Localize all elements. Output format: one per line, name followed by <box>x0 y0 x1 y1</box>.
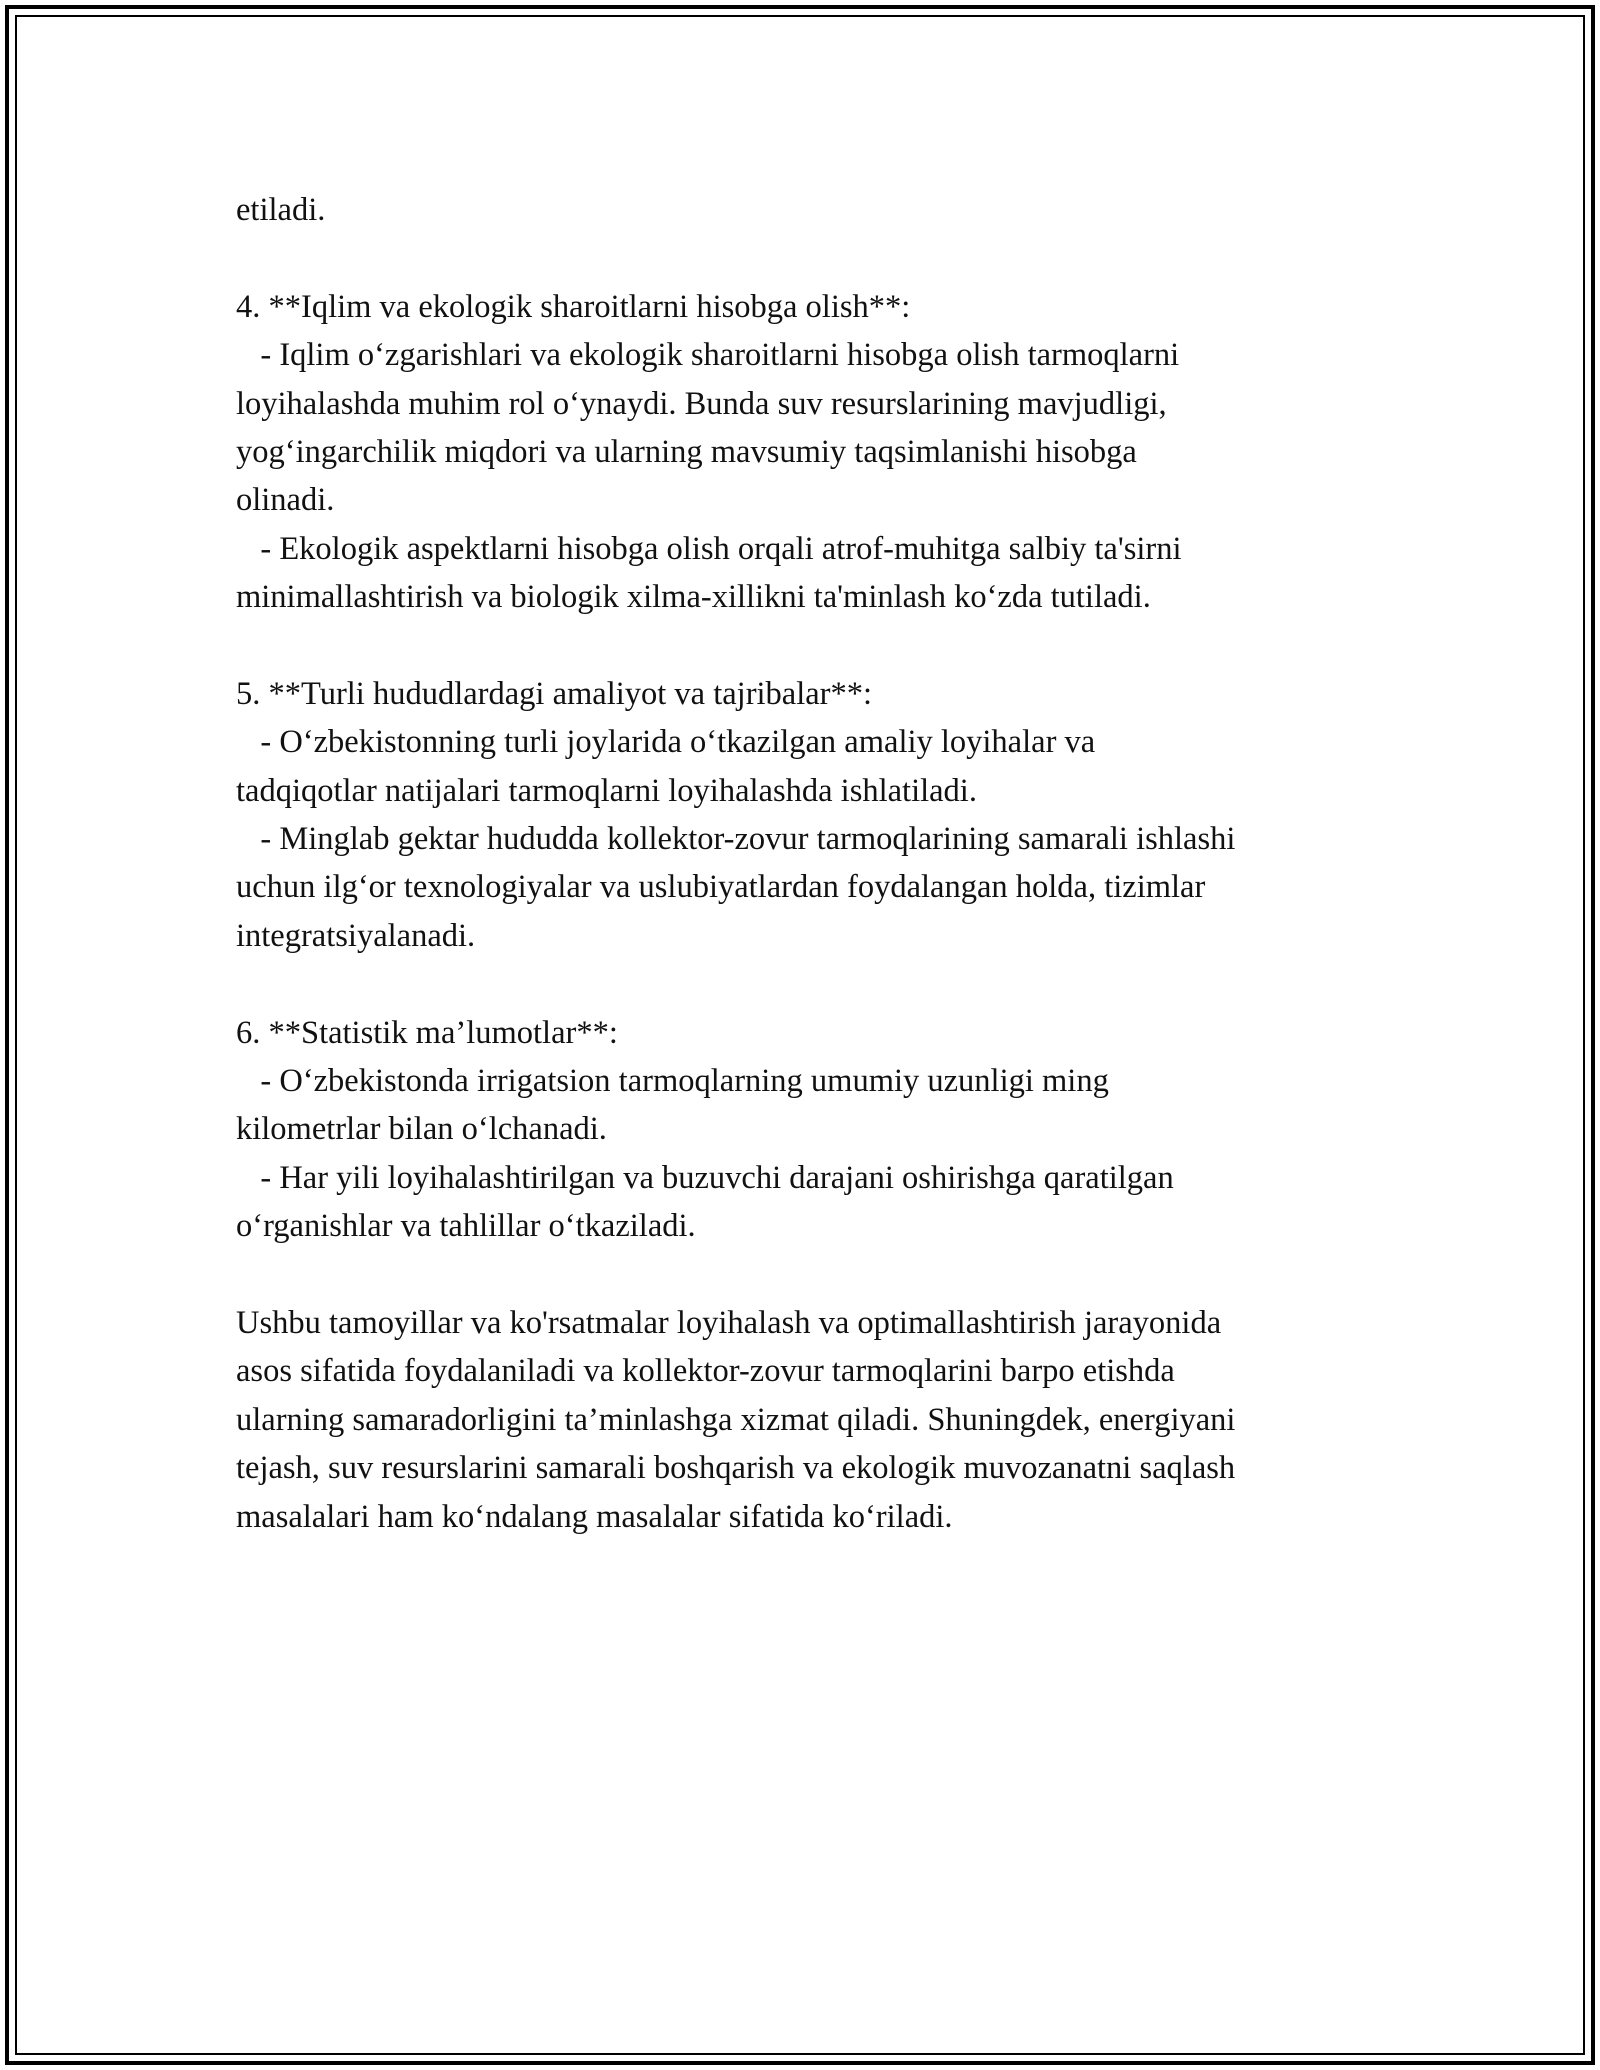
text-line: - O‘zbekistonda irrigatsion tarmoqlarning umumiy uzunligi ming <box>236 1063 1109 1100</box>
text-line: integratsiyalanadi. <box>236 917 476 954</box>
text-line: o‘rganishlar va tahlillar o‘tkaziladi. <box>236 1208 696 1245</box>
text-line: kilometrlar bilan o‘lchanadi. <box>236 1111 607 1148</box>
conclusion-line: tejash, suv resurslarini samarali boshqarish va ekologik muvozanatni saqlash <box>236 1450 1236 1487</box>
blank-line <box>236 960 1406 1008</box>
text-line: yog‘ingarchilik miqdori va ularning mavsumiy taqsimlanishi hisobga <box>236 433 1137 470</box>
conclusion-line: ularning samaradorligini ta’minlashga xizmat qiladi. Shuningdek, energiyani <box>236 1401 1236 1438</box>
conclusion-line: asos sifatida foydalaniladi va kollektor-zovur tarmoqlarini barpo etishda <box>236 1353 1175 1390</box>
conclusion-line: masalalari ham ko‘ndalang masalalar sifatida ko‘riladi. <box>236 1498 953 1535</box>
section-heading-6: 6. **Statistik ma’lumotlar**: <box>236 1014 618 1051</box>
text-line: loyihalashda muhim rol o‘ynaydi. Bunda suv resurslarining mavjudligi, <box>236 385 1167 422</box>
section-heading-4: 4. **Iqlim va ekologik sharoitlarni hisobga olish**: <box>236 288 911 325</box>
text-line: olinadi. <box>236 482 335 519</box>
conclusion-line: Ushbu tamoyillar va ko'rsatmalar loyihalash va optimallashtirish jarayonida <box>236 1304 1222 1341</box>
text-line: uchun ilg‘or texnologiyalar va uslubiyatlardan foydalangan holda, tizimlar <box>236 869 1206 906</box>
document-body <box>236 186 1406 1541</box>
text-line: - Ekologik aspektlarni hisobga olish orqali atrof-muhitga salbiy ta'sirni <box>236 530 1182 567</box>
text-line: - Minglab gektar hududda kollektor-zovur tarmoqlarining samarali ishlashi <box>236 821 1236 858</box>
text-line: - O‘zbekistonning turli joylarida o‘tkazilgan amaliy loyihalar va <box>236 724 1096 761</box>
text-line: etiladi. <box>236 192 326 228</box>
blank-line <box>236 622 1406 670</box>
text-line: - Iqlim o‘zgarishlari va ekologik sharoitlarni hisobga olish tarmoqlarni <box>236 337 1180 374</box>
text-line: - Har yili loyihalashtirilgan va buzuvchi darajani oshirishga qaratilgan <box>236 1159 1174 1196</box>
text-line: tadqiqotlar natijalari tarmoqlarni loyihalashda ishlatiladi. <box>236 772 977 809</box>
blank-line <box>236 234 1406 282</box>
blank-line <box>236 1251 1406 1299</box>
section-heading-5: 5. **Turli hududlardagi amaliyot va tajribalar**: <box>236 675 873 712</box>
text-line: minimallashtirish va biologik xilma-xillikni ta'minlash ko‘zda tutiladi. <box>236 579 1151 616</box>
